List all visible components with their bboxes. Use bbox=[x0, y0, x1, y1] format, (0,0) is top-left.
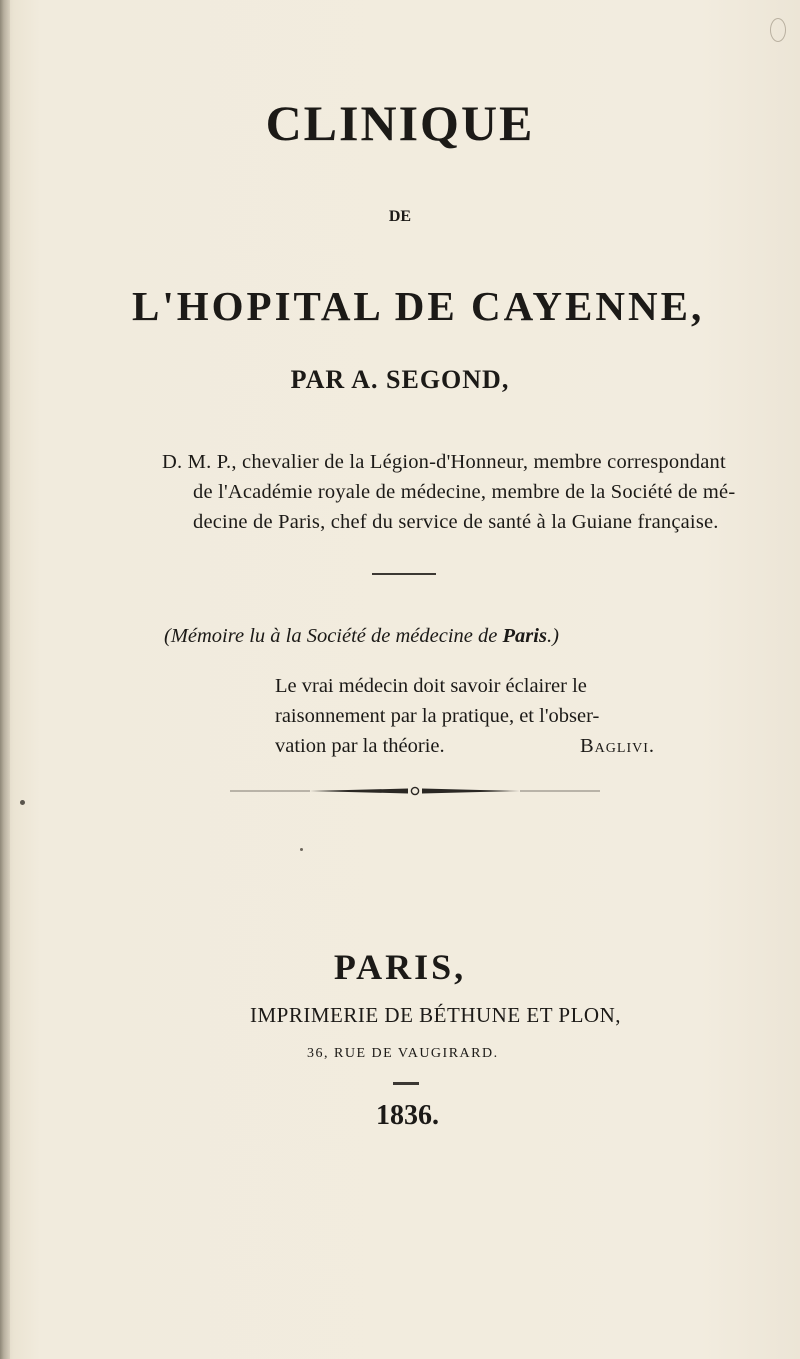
epigraph-author: Baglivi. bbox=[580, 735, 656, 757]
epigraph-line-3: vation par la théorie. bbox=[275, 735, 445, 757]
memoire-close-paren: .) bbox=[546, 625, 559, 647]
ink-speck-margin bbox=[20, 800, 25, 805]
short-divider-rule bbox=[372, 573, 436, 575]
paper-stain-mark bbox=[770, 18, 786, 42]
author-credentials-line-3: decine de Paris, chef du service de santé à la Guiane française. bbox=[193, 511, 719, 533]
imprint-year: 1836. bbox=[376, 1100, 439, 1131]
author-credentials-line-2: de l'Académie royale de médecine, membre de la Société de mé- bbox=[193, 481, 736, 503]
memoire-text: Mémoire lu à la Société de médecine de bbox=[170, 625, 503, 647]
ink-speck bbox=[300, 848, 303, 851]
imprint-address: 36, RUE DE VAUGIRARD. bbox=[307, 1046, 499, 1061]
title-connector: DE bbox=[388, 208, 412, 225]
memoire-note bbox=[164, 625, 559, 648]
ornamental-divider bbox=[230, 786, 600, 796]
author-credentials-line-1: D. M. P., chevalier de la Légion-d'Honneur, membre correspondant bbox=[162, 451, 726, 473]
memoire-open-paren: ( bbox=[164, 625, 171, 647]
memoire-place: Paris bbox=[502, 625, 547, 647]
book-title: CLINIQUE bbox=[265, 95, 535, 151]
epigraph-line-2: raisonnement par la pratique, et l'obser- bbox=[275, 705, 600, 727]
imprint-printer: IMPRIMERIE DE BÉTHUNE ET PLON, bbox=[250, 1003, 622, 1027]
page-binding-edge bbox=[0, 0, 10, 1359]
imprint-city: PARIS, bbox=[333, 947, 467, 987]
epigraph-line-1: Le vrai médecin doit savoir éclairer le bbox=[275, 675, 587, 697]
author-line: PAR A. SEGOND, bbox=[290, 365, 510, 394]
book-subtitle: L'HOPITAL DE CAYENNE, bbox=[132, 283, 705, 329]
year-divider-rule bbox=[393, 1082, 419, 1085]
